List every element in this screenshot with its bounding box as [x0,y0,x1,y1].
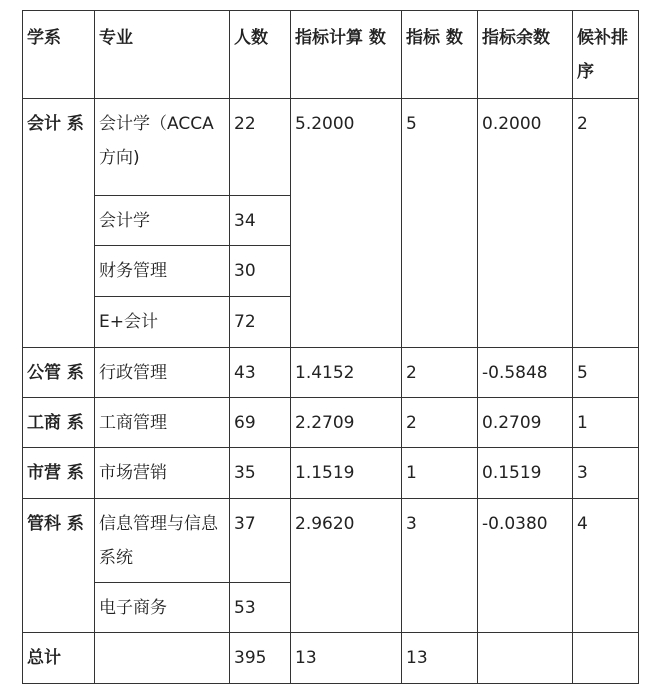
header-row [23,11,639,99]
total-major-cell [95,633,230,684]
calc-cell: 5.2000 [291,99,402,348]
header-count: 人数 [230,11,291,99]
count-cell: 69 [230,398,291,448]
table-row [23,448,639,499]
calc-cell: 2.2709 [291,398,402,448]
count-cell: 72 [230,297,291,348]
total-count-cell: 395 [230,633,291,684]
total-label: 总计 [23,633,95,684]
remainder-cell: 0.2709 [478,398,573,448]
rank-cell: 3 [573,448,639,499]
major-cell: 行政管理 [95,348,230,398]
header-remainder: 指标余数 [478,11,573,99]
total-calc-cell: 13 [291,633,402,684]
quota-table [22,10,639,684]
calc-cell: 1.4152 [291,348,402,398]
table-row [23,398,639,448]
dept-cell: 公管 系 [23,348,95,398]
quota-cell: 2 [402,398,478,448]
major-cell: 财务管理 [95,246,230,297]
total-remainder-cell [478,633,573,684]
dept-cell: 会计 系 [23,99,95,348]
total-row [23,633,639,684]
calc-cell: 1.1519 [291,448,402,499]
header-calc: 指标计算 数 [291,11,402,99]
major-cell: 信息管理与信息系统 [95,499,230,583]
calc-cell: 2.9620 [291,499,402,633]
quota-cell: 1 [402,448,478,499]
total-rank-cell [573,633,639,684]
total-quota-cell: 13 [402,633,478,684]
rank-cell: 4 [573,499,639,633]
rank-cell: 1 [573,398,639,448]
major-cell: 市场营销 [95,448,230,499]
table-row [23,499,639,583]
count-cell: 35 [230,448,291,499]
header-rank: 候补排序 [573,11,639,99]
count-cell: 37 [230,499,291,583]
count-cell: 43 [230,348,291,398]
table-row [23,348,639,398]
dept-cell: 管科 系 [23,499,95,633]
quota-cell: 5 [402,99,478,348]
major-cell: 工商管理 [95,398,230,448]
rank-cell: 5 [573,348,639,398]
remainder-cell: 0.1519 [478,448,573,499]
header-major: 专业 [95,11,230,99]
header-quota: 指标 数 [402,11,478,99]
quota-cell: 2 [402,348,478,398]
major-cell: 会计学 [95,196,230,246]
major-cell: E+会计 [95,297,230,348]
header-dept: 学系 [23,11,95,99]
remainder-cell: -0.5848 [478,348,573,398]
major-cell: 电子商务 [95,583,230,633]
major-cell: 会计学（ACCA方向) [95,99,230,196]
count-cell: 22 [230,99,291,196]
remainder-cell: -0.0380 [478,499,573,633]
count-cell: 34 [230,196,291,246]
dept-cell: 工商 系 [23,398,95,448]
count-cell: 53 [230,583,291,633]
quota-cell: 3 [402,499,478,633]
rank-cell: 2 [573,99,639,348]
count-cell: 30 [230,246,291,297]
dept-cell: 市营 系 [23,448,95,499]
remainder-cell: 0.2000 [478,99,573,348]
table-row [23,99,639,196]
